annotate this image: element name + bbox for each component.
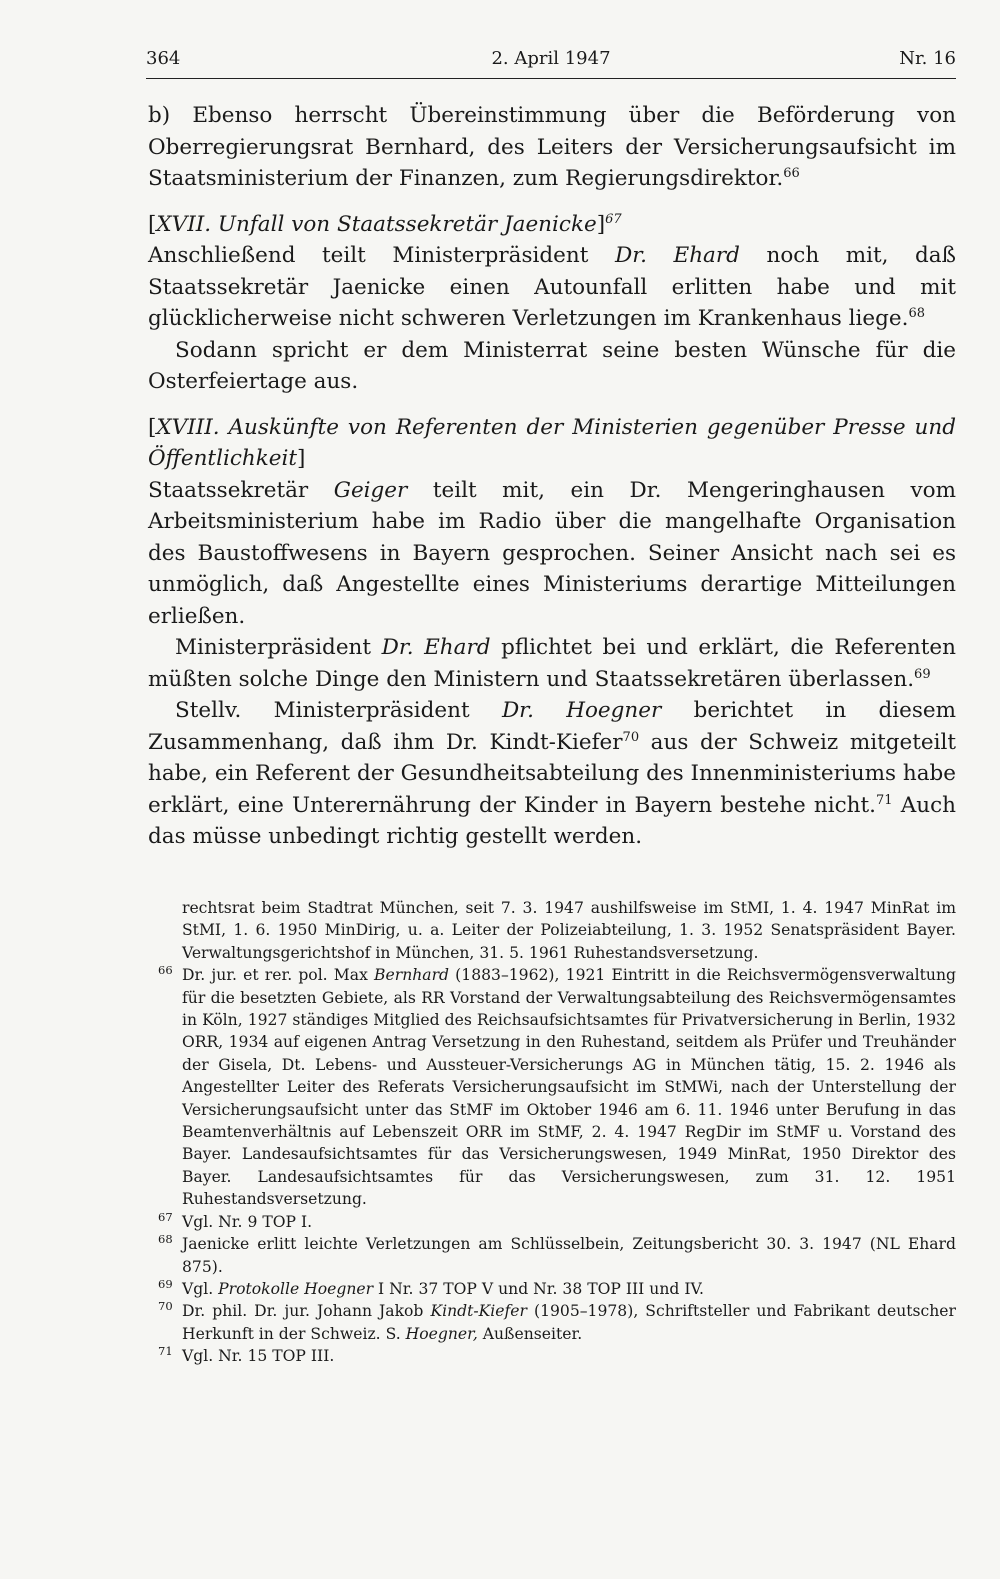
- paragraph-xviii-1: Staatssekretär Geiger teilt mit, ein Dr. Mengeringhausen vom Arbeitsministerium habe im Radio über die mangelhafte Organisation des Baustoffwesens in Bayern gesprochen. Seiner Ansicht nach sei es unmöglich, daß Angestellte eines Ministeriums derartige Mitteilungen erließen.: [148, 477, 956, 629]
- section-heading-xvii: [XVII. Unfall von Staatssekretär Jaenicke]$^{67}$: [148, 211, 622, 237]
- paragraph-xviii-3: Stellv. Ministerpräsident Dr. Hoegner berichtet in diesem Zusammenhang, daß ihm Dr. Kindt-Kiefer$^{70}$ aus der Schweiz mitgeteilt habe, ein Referent der Gesundheitsabteilung des Innenministeriums habe erklärt, eine Unterernährung der Kinder in Bayern bestehe nicht.$^{71}$ Auch das müsse unbedingt richtig gestellt werden.: [148, 698, 957, 849]
- person-name: Kindt-Kiefer: [430, 1302, 527, 1321]
- page-number: 364: [146, 48, 181, 69]
- person-name: Dr. Ehard: [381, 635, 491, 660]
- footnotes: [158, 897, 956, 1368]
- footnote-71: 71 Vgl. Nr. 15 TOP III.: [158, 1345, 956, 1367]
- document-number: Nr. 16: [899, 48, 956, 69]
- footnote-66: 66 Dr. jur. et rer. pol. Max Bernhard (1883–1962), 1921 Eintritt in die Reichsvermögensverwaltung für die besetzten Gebiete, als RR Vorstand der Verwaltungsabteilung des Reichsvermögensamtes in Köln, 1927 ständiges Mitglied des Reichsaufsichtsamtes für Privatversicherung in Berlin, 1932 ORR, 1934 auf eigenen Antrag Versetzung in den Ruhestand, seitdem als Prüfer und Treuhänder der Gisela, Dt. Lebens- und Aussteuer-Versicherungs AG in München tätig, 15. 2. 1946 als Angestellter Leiter des Referats Versicherungsaufsicht im StMWi, nach der Unterstellung der Versicherungsaufsicht unter das StMF im Oktober 1946 am 6. 11. 1946 unter Berufung in das Beamtenverhältnis auf Lebenszeit ORR im StMF, 2. 4. 1947 RegDir im StMF u. Vorstand des Bayer. Landesaufsichtsamtes für das Versicherungswesen, 1949 MinRat, 1950 Direktor des Bayer. Landesaufsichtsamtes für das Versicherungswesen, zum 31. 12. 1951 Ruhestandsversetzung.: [158, 964, 956, 1210]
- footnote-69: 69 Vgl. Protokolle Hoegner I Nr. 37 TOP V und Nr. 38 TOP III und IV.: [158, 1278, 956, 1300]
- person-name: Hoegner,: [405, 1324, 478, 1343]
- person-name: Bernhard: [374, 966, 450, 985]
- person-name: Dr. Hoegner: [501, 698, 662, 723]
- section-title-xviii: XVIII. Auskünfte von Referenten der Ministerien gegenüber Presse und Öffentlichkeit: [148, 414, 956, 471]
- main-text: [148, 100, 956, 853]
- footnote-number: 69: [158, 1276, 173, 1291]
- paragraph-xvii-1: Anschließend teilt Ministerpräsident Dr. Ehard noch mit, daß Staatssekretär Jaenicke einen Autounfall erlitten habe und mit glücklicherweise nicht schweren Verletzungen im Krankenhaus liege.$^{68}$: [148, 243, 956, 331]
- footnote-number: 71: [158, 1344, 173, 1359]
- header-date: 2. April 1947: [491, 48, 611, 69]
- footnote-68: 68 Jaenicke erlitt leichte Verletzungen am Schlüsselbein, Zeitungsbericht 30. 3. 1947 (NL Ehard 875).: [158, 1233, 956, 1278]
- footnote-number: 68: [158, 1232, 173, 1247]
- footnote-ref-66[interactable]: 66: [783, 166, 800, 181]
- footnote-67: 67 Vgl. Nr. 9 TOP I.: [158, 1211, 956, 1233]
- section-title-xvii: XVII. Unfall von Staatssekretär Jaenicke: [156, 211, 597, 237]
- footnote-ref-71[interactable]: 71: [876, 792, 893, 808]
- footnote-ref-69[interactable]: 69: [914, 666, 931, 682]
- footnote-continued: rechtsrat beim Stadtrat München, seit 7. 3. 1947 aushilfsweise im StMI, 1. 4. 1947 MinRat im StMI, 1. 6. 1950 MinDirig, u. a. Leiter der Polizeiabteilung, 1. 3. 1952 Senatspräsident Bayer. Verwaltungsgerichtshof in München, 31. 5. 1961 Ruhestandsversetzung.: [182, 899, 956, 962]
- footnote-ref-68[interactable]: 68: [908, 306, 926, 321]
- footnote-number: 66: [158, 963, 173, 978]
- footnote-number: 67: [158, 1209, 173, 1224]
- footnote-number: 70: [158, 1299, 173, 1314]
- footnote-70: 70 Dr. phil. Dr. jur. Johann Jakob Kindt-Kiefer (1905–1978), Schriftsteller und Fabrikant deutscher Herkunft in der Schweiz. S. Hoegner, Außenseiter.: [158, 1300, 956, 1345]
- person-name: Geiger: [333, 477, 408, 503]
- person-name: Dr. Ehard: [614, 243, 740, 268]
- paragraph-xviii-2: Ministerpräsident Dr. Ehard pflichtet bei und erklärt, die Referenten müßten solche Dinge den Ministern und Staatssekretären überlassen.$^{69}$: [148, 635, 956, 692]
- section-heading-xviii: [XVIII. Auskünfte von Referenten der Ministerien gegenüber Presse und Öffentlichkeit]: [148, 414, 956, 471]
- footnote-ref-67[interactable]: 67: [605, 211, 622, 227]
- paragraph-xvii-2: Sodann spricht er dem Ministerrat seine besten Wünsche für die Osterfeiertage aus.: [148, 337, 956, 394]
- source-title: Protokolle Hoegner: [218, 1279, 374, 1298]
- paragraph-b: b) Ebenso herrscht Übereinstimmung über die Beförderung von Oberregierungsrat Bernhard, des Leiters der Versicherungsaufsicht im Staatsministerium der Finanzen, zum Regierungsdirektor.$^{66}$: [148, 103, 956, 191]
- footnote-ref-70[interactable]: 70: [622, 729, 640, 745]
- running-header: [146, 44, 956, 79]
